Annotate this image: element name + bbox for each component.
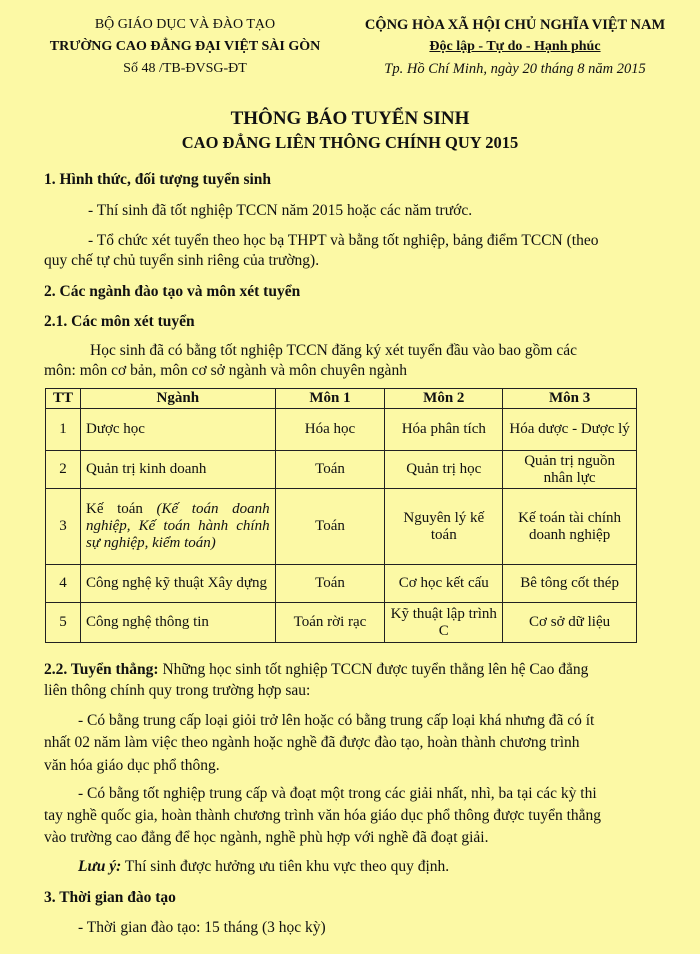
row-number: 4	[46, 565, 81, 603]
major-note: (Kế toán doanh nghiệp, Kế toán hành chính sự nghiệp, kiểm toán)	[85, 501, 270, 551]
document-date: Tp. Hồ Chí Minh, ngày 20 tháng 8 năm 2015	[384, 61, 646, 77]
column-header: Môn 3	[503, 389, 637, 409]
section2-2-item2-line1: - Có bằng tốt nghiệp trung cấp và đoạt một trong các giải nhất, nhì, ba tại các kỳ thi	[78, 785, 597, 802]
note-label: Lưu ý:	[78, 858, 122, 875]
row-number: 3	[46, 489, 81, 565]
subject-2: Cơ học kết cấu	[385, 565, 503, 603]
section1-item1: - Thí sinh đã tốt nghiệp TCCN năm 2015 hoặc các năm trước.	[88, 202, 473, 219]
section2-2-item2-line3: vào trường cao đẳng để học ngành, nghề phù hợp với nghề đã đoạt giải.	[44, 829, 489, 846]
note-line	[78, 857, 449, 877]
section1-item2-line1: - Tổ chức xét tuyển theo học bạ THPT và bằng tốt nghiệp, bảng điểm TCCN (theo	[88, 232, 599, 249]
row-number: 1	[46, 409, 81, 451]
issuer-block	[40, 14, 330, 80]
column-header: Môn 1	[275, 389, 385, 409]
table-row	[46, 565, 637, 603]
section2-1-heading: 2.1. Các môn xét tuyển	[44, 313, 195, 330]
subject-1: Hóa học	[275, 409, 385, 451]
major-cell	[80, 489, 275, 565]
major-name: Công nghệ kỹ thuật Xây dựng	[80, 565, 275, 603]
section2-2-intro-line2: liên thông chính quy trong trường hợp sau:	[44, 682, 311, 699]
subject-2: Quản trị học	[385, 451, 503, 489]
document-title: THÔNG BÁO TUYỂN SINH	[230, 108, 470, 129]
subject-2: Hóa phân tích	[385, 409, 503, 451]
section1-heading: 1. Hình thức, đối tượng tuyển sinh	[44, 171, 272, 188]
republic-name: CỘNG HÒA XÃ HỘI CHỦ NGHĨA VIỆT NAM	[364, 17, 666, 33]
section2-2-item1-line3: văn hóa giáo dục phổ thông.	[44, 757, 220, 774]
section2-2-item2-line2: tay nghề quốc gia, hoàn thành chương trình văn hóa giáo dục phổ thông được tuyển thẳng	[44, 807, 602, 824]
table-row	[46, 451, 637, 489]
subjects-table	[45, 388, 637, 643]
subject-1: Toán	[275, 565, 385, 603]
table-row	[46, 409, 637, 451]
major-name: Công nghệ thông tin	[80, 603, 275, 643]
column-header: Ngành	[80, 389, 275, 409]
subject-1: Toán rời rạc	[275, 603, 385, 643]
table-row	[46, 489, 637, 565]
section2-2-item1-line1: - Có bằng trung cấp loại giỏi trở lên hoặc có bằng trung cấp loại khá nhưng đã có ít	[78, 712, 595, 729]
subject-1: Toán	[275, 451, 385, 489]
section2-2-intro-line1	[44, 660, 588, 680]
section2-1-text-line2: môn: môn cơ bản, môn cơ sở ngành và môn chuyên ngành	[44, 362, 407, 379]
subject-3: Hóa dược - Dược lý	[503, 409, 637, 451]
section2-1-text-line1: Học sinh đã có bằng tốt nghiệp TCCN đăng ký xét tuyển đầu vào bao gồm các	[90, 342, 577, 359]
subject-3: Bê tông cốt thép	[503, 565, 637, 603]
national-motto: Độc lập - Tự do - Hạnh phúc	[429, 39, 601, 54]
national-block	[355, 14, 675, 80]
note-text: Thí sinh được hưởng ưu tiên khu vực theo quy định.	[124, 858, 450, 875]
row-number: 5	[46, 603, 81, 643]
section2-2-intro-text: Những học sinh tốt nghiệp TCCN được tuyển thẳng lên hệ Cao đẳng	[162, 661, 589, 678]
section3-item1: - Thời gian đào tạo: 15 tháng (3 học kỳ)	[78, 919, 326, 936]
subject-2: Kỹ thuật lập trình C	[385, 603, 503, 643]
major-name: Dược học	[80, 409, 275, 451]
subject-3: Quản trị nguồn nhân lực	[503, 451, 637, 489]
subject-3: Cơ sở dữ liệu	[503, 603, 637, 643]
subject-1: Toán	[275, 489, 385, 565]
document-number: Số 48 /TB-ĐVSG-ĐT	[123, 61, 247, 76]
section2-2-heading: 2.2. Tuyển thẳng:	[44, 661, 159, 678]
section2-2-item1-line2: nhất 02 năm làm việc theo ngành hoặc nghề đã được đào tạo, hoàn thành chương trình	[44, 734, 580, 751]
school-name: TRƯỜNG CAO ĐẲNG ĐẠI VIỆT SÀI GÒN	[49, 39, 321, 54]
column-header: Môn 2	[385, 389, 503, 409]
major-name: Kế toán	[85, 501, 143, 517]
table-header-row	[46, 389, 637, 409]
column-header: TT	[46, 389, 81, 409]
subject-2: Nguyên lý kế toán	[385, 489, 503, 565]
section3-heading: 3. Thời gian đào tạo	[44, 889, 176, 906]
ministry-name: BỘ GIÁO DỤC VÀ ĐÀO TẠO	[94, 17, 276, 32]
row-number: 2	[46, 451, 81, 489]
table-row	[46, 603, 637, 643]
section2-heading: 2. Các ngành đào tạo và môn xét tuyển	[44, 283, 301, 300]
section1-item2-line2: quy chế tự chủ tuyển sinh riêng của trường).	[44, 252, 320, 269]
document-subtitle: CAO ĐẲNG LIÊN THÔNG CHÍNH QUY 2015	[181, 133, 519, 152]
subject-3: Kế toán tài chính doanh nghiệp	[503, 489, 637, 565]
major-name: Quản trị kinh doanh	[80, 451, 275, 489]
